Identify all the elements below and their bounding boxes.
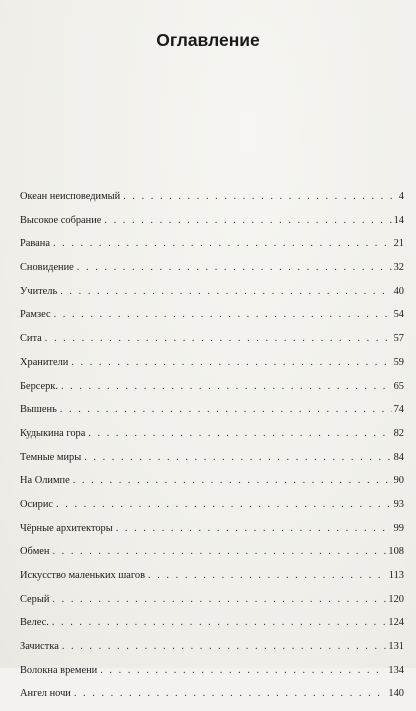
toc-entry-page: 108 bbox=[388, 546, 404, 558]
toc-entry-title: Осирис bbox=[20, 498, 54, 510]
toc-entry-page: 134 bbox=[388, 664, 404, 676]
toc-entry-title: Искусство маленьких шагов bbox=[20, 570, 146, 581]
dot-leader bbox=[61, 380, 392, 394]
dot-leader bbox=[60, 285, 391, 299]
toc-entry-page: 120 bbox=[388, 593, 404, 605]
toc-entry-page: 113 bbox=[388, 570, 404, 581]
toc-entry-title: Темные миры bbox=[20, 451, 82, 463]
dot-leader bbox=[56, 498, 392, 512]
toc-entry bbox=[20, 640, 404, 664]
toc-entry-page: 90 bbox=[393, 475, 404, 487]
toc-entry-title: Сновидение bbox=[20, 262, 74, 274]
toc-entry-title: Ангел ночи bbox=[20, 688, 71, 700]
toc-entry bbox=[20, 308, 404, 332]
toc-entry-page: 65 bbox=[393, 380, 404, 392]
toc-entry bbox=[20, 664, 404, 688]
toc-entry-page: 40 bbox=[393, 285, 404, 297]
toc-entry-title: Чёрные архитекторы bbox=[20, 522, 113, 534]
toc-entry-title: Равана bbox=[20, 238, 50, 250]
toc-entry-title: Велес. bbox=[20, 617, 49, 629]
dot-leader bbox=[74, 687, 387, 701]
dot-leader bbox=[77, 261, 392, 275]
toc-entry-title: Кудыкина гора bbox=[20, 427, 86, 439]
dot-leader bbox=[100, 664, 386, 678]
toc-entry-title: Рамзес bbox=[20, 309, 51, 321]
toc-entry bbox=[20, 237, 404, 261]
toc-entry bbox=[20, 451, 404, 475]
dot-leader bbox=[123, 190, 394, 204]
toc-entry bbox=[20, 285, 404, 309]
dot-leader bbox=[116, 522, 392, 536]
toc-entry bbox=[20, 214, 404, 238]
toc-entry bbox=[20, 332, 404, 356]
toc-entry-page: 140 bbox=[388, 688, 404, 700]
toc-entry bbox=[20, 593, 404, 617]
dot-leader bbox=[104, 214, 391, 228]
toc-entry-title: Берсерк. bbox=[20, 380, 58, 392]
toc-entry-title: Высокое собрание bbox=[20, 214, 102, 226]
toc-entry-page: 124 bbox=[388, 617, 404, 629]
dot-leader bbox=[71, 356, 391, 370]
toc-entry-title: Серый bbox=[20, 593, 50, 605]
toc-entry bbox=[20, 522, 404, 546]
dot-leader bbox=[45, 332, 392, 346]
toc-entry-title: Вышень bbox=[20, 404, 57, 416]
toc-entry bbox=[20, 427, 404, 451]
toc-entry-page: 57 bbox=[393, 333, 404, 345]
toc-entry bbox=[20, 474, 404, 498]
toc-entry-page: 74 bbox=[393, 404, 404, 416]
toc-entry bbox=[20, 687, 404, 711]
toc-entry-page: 59 bbox=[393, 356, 404, 368]
toc-entry bbox=[20, 190, 404, 214]
toc-entry-title: Учитель bbox=[20, 285, 58, 297]
toc-entry-page: 84 bbox=[393, 451, 404, 463]
dot-leader bbox=[53, 237, 392, 251]
page-title: Оглавление bbox=[156, 30, 260, 50]
toc-entry bbox=[20, 261, 404, 285]
toc-entry-page: 32 bbox=[393, 262, 404, 274]
toc-entry-page: 131 bbox=[388, 641, 404, 653]
toc-entry-title: Обмен bbox=[20, 546, 50, 558]
toc-entry-page: 93 bbox=[393, 498, 404, 510]
toc-entry-page: 4 bbox=[398, 191, 404, 202]
toc-entry bbox=[20, 356, 404, 380]
toc-entry bbox=[20, 569, 404, 593]
toc-entry bbox=[20, 545, 404, 569]
toc-entry-title: Волокна времени bbox=[20, 664, 98, 676]
toc-entry-page: 14 bbox=[393, 214, 404, 226]
dot-leader bbox=[62, 640, 387, 654]
dot-leader bbox=[52, 616, 387, 630]
dot-leader bbox=[88, 427, 391, 441]
toc-entry-title: Хранители bbox=[20, 356, 69, 368]
dot-leader bbox=[73, 474, 392, 488]
toc-entry bbox=[20, 616, 404, 640]
dot-leader bbox=[84, 451, 391, 465]
bleed-through-shadow bbox=[92, 60, 402, 170]
toc-entry bbox=[20, 380, 404, 404]
dot-leader bbox=[52, 545, 386, 559]
toc-entry-page: 99 bbox=[393, 522, 404, 534]
toc-entry-title: Океан неисповедимый bbox=[20, 191, 121, 202]
toc-entry bbox=[20, 498, 404, 522]
dot-leader bbox=[60, 403, 392, 417]
toc-entry bbox=[20, 403, 404, 427]
dot-leader bbox=[54, 308, 392, 322]
toc-entry-title: Зачистка bbox=[20, 641, 59, 653]
dot-leader bbox=[52, 593, 386, 607]
dot-leader bbox=[148, 569, 387, 583]
toc-entry-page: 21 bbox=[393, 238, 404, 250]
toc-entry-title: На Олимпе bbox=[20, 475, 70, 487]
toc-entry-page: 54 bbox=[393, 309, 404, 321]
table-of-contents bbox=[20, 190, 404, 711]
toc-entry-title: Сита bbox=[20, 333, 42, 345]
toc-entry-page: 82 bbox=[393, 427, 404, 439]
